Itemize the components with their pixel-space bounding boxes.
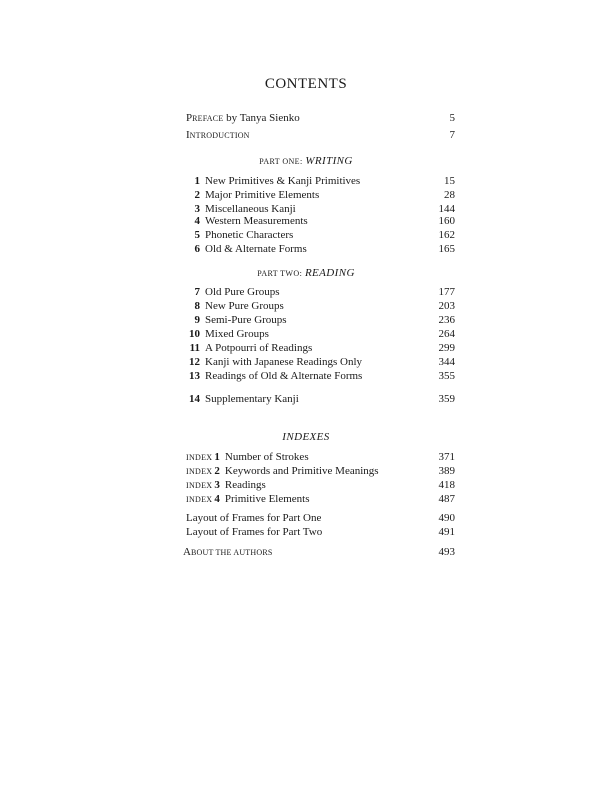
chapter-title: Semi-Pure Groups <box>205 314 287 326</box>
page-number: 144 <box>438 203 455 215</box>
chapter-number: 9 <box>194 314 200 326</box>
chapter-number: 11 <box>189 342 200 354</box>
toc-chapter[interactable] <box>186 313 455 327</box>
page-number: 359 <box>438 393 455 405</box>
toc-chapter[interactable] <box>186 174 455 188</box>
chapter-number: 1 <box>194 175 200 187</box>
chapter-number: 13 <box>189 370 200 382</box>
part-one-prefix: PART ONE: <box>259 157 303 166</box>
chapter-title: Major Primitive Elements <box>205 189 320 201</box>
page-number: 344 <box>438 356 455 368</box>
entry-label: INTRODUCTION <box>186 129 250 141</box>
toc-index-entry[interactable] <box>186 450 455 464</box>
toc-chapter[interactable] <box>186 341 455 355</box>
page-number: 177 <box>438 286 455 298</box>
part-one-heading <box>0 154 612 169</box>
toc-chapter[interactable] <box>186 299 455 313</box>
toc-index-entry[interactable] <box>186 478 455 492</box>
chapter-title: Supplementary Kanji <box>205 393 299 405</box>
entry-label: Layout of Frames for Part One <box>186 512 322 524</box>
page-number: 162 <box>438 229 455 241</box>
page-number: 491 <box>438 526 455 538</box>
page-number: 28 <box>444 189 455 201</box>
entry-label: PREFACE by Tanya Sienko <box>186 112 300 124</box>
chapter-title: Phonetic Characters <box>205 229 294 241</box>
toc-chapter[interactable] <box>186 285 455 299</box>
contents-title: CONTENTS <box>264 76 348 92</box>
chapter-number: 8 <box>194 300 200 312</box>
chapter-number: 5 <box>194 229 200 241</box>
toc-chapter[interactable] <box>186 392 455 406</box>
chapter-title: New Primitives & Kanji Primitives <box>205 175 361 187</box>
toc-chapter[interactable] <box>186 242 455 256</box>
page-number: 490 <box>438 512 455 524</box>
page-number: 203 <box>438 300 455 312</box>
chapter-number: 14 <box>189 393 200 405</box>
page-number: 493 <box>438 546 455 558</box>
page-number: 389 <box>438 465 455 477</box>
chapter-number: 10 <box>189 328 200 340</box>
toc-chapter[interactable] <box>186 228 455 242</box>
chapter-number: 3 <box>194 203 200 215</box>
page-number: 160 <box>438 215 455 227</box>
page-number: 5 <box>449 112 455 124</box>
chapter-title: Old & Alternate Forms <box>205 243 307 255</box>
entry-label: Layout of Frames for Part Two <box>186 526 323 538</box>
chapter-title: New Pure Groups <box>205 300 284 312</box>
entry-label: ABOUT THE AUTHORS <box>183 546 273 558</box>
toc-entry-layout-part-one[interactable] <box>186 511 455 525</box>
index-label: INDEX 4 Primitive Elements <box>186 493 310 505</box>
toc-entry-about[interactable] <box>183 545 455 559</box>
chapter-title: Western Measurements <box>205 215 308 227</box>
toc-index-entry[interactable] <box>186 492 455 506</box>
chapter-number: 7 <box>194 286 200 298</box>
toc-entry-layout-part-two[interactable] <box>186 525 455 539</box>
toc-chapter[interactable] <box>186 369 455 383</box>
chapter-number: 12 <box>189 356 200 368</box>
chapter-number: 2 <box>194 189 200 201</box>
toc-index-entry[interactable] <box>186 464 455 478</box>
chapter-title: Mixed Groups <box>205 328 269 340</box>
index-label: INDEX 2 Keywords and Primitive Meanings <box>186 465 379 477</box>
chapter-number: 6 <box>194 243 200 255</box>
part-two-name: READING <box>304 267 355 279</box>
chapter-title: Readings of Old & Alternate Forms <box>205 370 363 382</box>
toc-chapter[interactable] <box>186 188 455 202</box>
part-two-heading <box>0 266 612 281</box>
toc-entry-preface[interactable] <box>186 111 455 125</box>
part-two-prefix: PART TWO: <box>257 269 303 278</box>
chapter-title: Miscellaneous Kanji <box>205 203 296 215</box>
chapter-title: Old Pure Groups <box>205 286 280 298</box>
chapter-number: 4 <box>194 215 200 227</box>
indexes-heading: INDEXES <box>282 431 330 443</box>
page-number: 236 <box>438 314 455 326</box>
page-number: 299 <box>438 342 455 354</box>
toc-entry-introduction[interactable] <box>186 128 455 142</box>
page-number: 7 <box>449 129 455 141</box>
chapter-title: A Potpourri of Readings <box>205 342 313 354</box>
index-label: INDEX 1 Number of Strokes <box>186 451 309 463</box>
page-number: 15 <box>444 175 455 187</box>
part-one-name: WRITING <box>305 155 353 167</box>
page-number: 418 <box>438 479 455 491</box>
toc-chapter[interactable] <box>186 214 455 228</box>
page-number: 264 <box>438 328 455 340</box>
index-label: INDEX 3 Readings <box>186 479 266 491</box>
chapter-title: Kanji with Japanese Readings Only <box>205 356 363 368</box>
toc-chapter[interactable] <box>186 327 455 341</box>
page-number: 371 <box>438 451 455 463</box>
page-number: 165 <box>438 243 455 255</box>
page-number: 355 <box>438 370 455 382</box>
page-number: 487 <box>438 493 455 505</box>
toc-chapter[interactable] <box>186 355 455 369</box>
